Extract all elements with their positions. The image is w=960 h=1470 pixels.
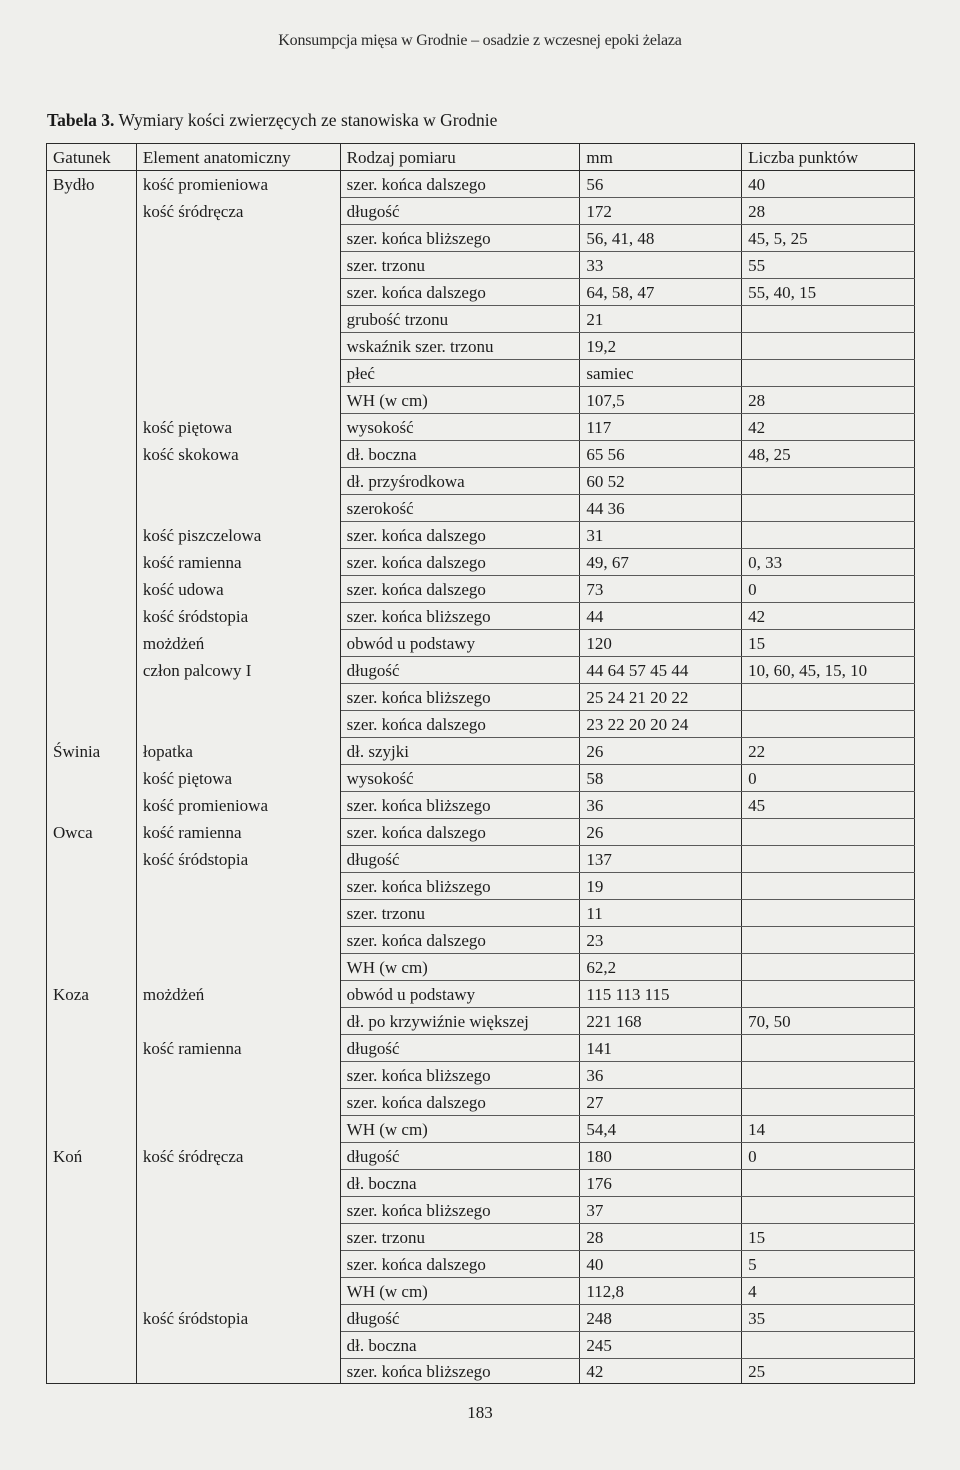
- value-mm-cell: 107,5: [580, 387, 742, 414]
- species-cell: Świnia: [47, 738, 137, 765]
- table-row: [47, 819, 915, 846]
- points-cell: 5: [742, 1251, 915, 1278]
- value-mm-cell: 58: [580, 765, 742, 792]
- element-cell: [136, 711, 340, 738]
- table-row: [47, 1251, 915, 1278]
- species-cell: [47, 468, 137, 495]
- species-cell: [47, 792, 137, 819]
- table-row: [47, 792, 915, 819]
- value-mm-cell: 21: [580, 306, 742, 333]
- points-cell: [742, 873, 915, 900]
- element-cell: [136, 279, 340, 306]
- table-row: [47, 1008, 915, 1035]
- measurement-type-cell: szer. końca dalszego: [340, 576, 580, 603]
- species-cell: Koza: [47, 981, 137, 1008]
- points-cell: 0: [742, 765, 915, 792]
- element-cell: [136, 333, 340, 360]
- element-cell: [136, 1278, 340, 1305]
- value-mm-cell: 36: [580, 792, 742, 819]
- species-cell: [47, 1224, 137, 1251]
- element-cell: [136, 1332, 340, 1359]
- table-caption-text: Wymiary kości zwierzęcych ze stanowiska w Grodnie: [118, 110, 498, 130]
- element-cell: człon palcowy I: [136, 657, 340, 684]
- species-cell: [47, 630, 137, 657]
- measurement-type-cell: WH (w cm): [340, 954, 580, 981]
- measurement-type-cell: dł. boczna: [340, 441, 580, 468]
- value-mm-cell: 180: [580, 1143, 742, 1170]
- table-row: [47, 1116, 915, 1143]
- element-cell: kość udowa: [136, 576, 340, 603]
- points-cell: [742, 846, 915, 873]
- table-row: [47, 603, 915, 630]
- measurement-type-cell: wysokość: [340, 414, 580, 441]
- table-row: [47, 630, 915, 657]
- species-cell: [47, 360, 137, 387]
- points-cell: 15: [742, 630, 915, 657]
- measurement-type-cell: długość: [340, 657, 580, 684]
- value-mm-cell: 27: [580, 1089, 742, 1116]
- element-cell: [136, 1062, 340, 1089]
- measurement-type-cell: dł. po krzywiźnie większej: [340, 1008, 580, 1035]
- element-cell: [136, 1197, 340, 1224]
- measurement-type-cell: szer. końca bliższego: [340, 873, 580, 900]
- points-cell: [742, 495, 915, 522]
- element-cell: kość piętowa: [136, 765, 340, 792]
- measurement-type-cell: szer. trzonu: [340, 252, 580, 279]
- measurement-type-cell: szer. końca bliższego: [340, 792, 580, 819]
- value-mm-cell: 11: [580, 900, 742, 927]
- species-cell: [47, 252, 137, 279]
- table-row: [47, 1359, 915, 1384]
- table-header-row: [47, 144, 915, 171]
- species-cell: [47, 1278, 137, 1305]
- points-cell: [742, 1197, 915, 1224]
- value-mm-cell: 141: [580, 1035, 742, 1062]
- table-row: [47, 549, 915, 576]
- measurement-type-cell: długość: [340, 1035, 580, 1062]
- points-cell: [742, 1170, 915, 1197]
- value-mm-cell: 23 22 20 20 24: [580, 711, 742, 738]
- points-cell: 28: [742, 387, 915, 414]
- points-cell: 55, 40, 15: [742, 279, 915, 306]
- points-cell: 14: [742, 1116, 915, 1143]
- element-cell: [136, 873, 340, 900]
- element-cell: [136, 684, 340, 711]
- table-row: [47, 576, 915, 603]
- element-cell: kość śródręcza: [136, 1143, 340, 1170]
- points-cell: 70, 50: [742, 1008, 915, 1035]
- measurement-type-cell: szer. końca dalszego: [340, 927, 580, 954]
- element-cell: [136, 927, 340, 954]
- value-mm-cell: 37: [580, 1197, 742, 1224]
- species-cell: [47, 900, 137, 927]
- points-cell: [742, 360, 915, 387]
- points-cell: 0, 33: [742, 549, 915, 576]
- measurement-type-cell: szer. końca dalszego: [340, 279, 580, 306]
- value-mm-cell: 44: [580, 603, 742, 630]
- element-cell: [136, 252, 340, 279]
- measurement-type-cell: dł. przyśrodkowa: [340, 468, 580, 495]
- measurement-type-cell: długość: [340, 846, 580, 873]
- species-cell: [47, 711, 137, 738]
- value-mm-cell: 56: [580, 171, 742, 198]
- species-cell: [47, 927, 137, 954]
- species-cell: [47, 1116, 137, 1143]
- measurement-type-cell: szer. końca dalszego: [340, 1089, 580, 1116]
- species-cell: [47, 441, 137, 468]
- column-header-element: Element anatomiczny: [136, 144, 340, 171]
- element-cell: [136, 495, 340, 522]
- points-cell: 25: [742, 1359, 915, 1384]
- species-cell: [47, 684, 137, 711]
- measurement-type-cell: szer. końca bliższego: [340, 603, 580, 630]
- column-header-mm: mm: [580, 144, 742, 171]
- table-row: [47, 1170, 915, 1197]
- value-mm-cell: 25 24 21 20 22: [580, 684, 742, 711]
- species-cell: [47, 873, 137, 900]
- points-cell: [742, 1062, 915, 1089]
- element-cell: [136, 900, 340, 927]
- value-mm-cell: 64, 58, 47: [580, 279, 742, 306]
- species-cell: [47, 603, 137, 630]
- element-cell: [136, 360, 340, 387]
- element-cell: kość piętowa: [136, 414, 340, 441]
- element-cell: [136, 387, 340, 414]
- value-mm-cell: 172: [580, 198, 742, 225]
- measurement-type-cell: długość: [340, 1143, 580, 1170]
- value-mm-cell: 120: [580, 630, 742, 657]
- measurement-type-cell: szer. końca dalszego: [340, 171, 580, 198]
- points-cell: 15: [742, 1224, 915, 1251]
- element-cell: kość śródstopia: [136, 846, 340, 873]
- value-mm-cell: 56, 41, 48: [580, 225, 742, 252]
- element-cell: kość promieniowa: [136, 792, 340, 819]
- value-mm-cell: 137: [580, 846, 742, 873]
- element-cell: [136, 1170, 340, 1197]
- points-cell: 22: [742, 738, 915, 765]
- species-cell: [47, 1332, 137, 1359]
- species-cell: [47, 549, 137, 576]
- species-cell: [47, 198, 137, 225]
- species-cell: [47, 765, 137, 792]
- table-row: [47, 873, 915, 900]
- species-cell: Koń: [47, 1143, 137, 1170]
- value-mm-cell: 28: [580, 1224, 742, 1251]
- table-row: [47, 1143, 915, 1170]
- table-row: [47, 171, 915, 198]
- table-row: [47, 306, 915, 333]
- element-cell: [136, 1224, 340, 1251]
- table-row: [47, 927, 915, 954]
- table-row: [47, 1278, 915, 1305]
- measurement-type-cell: szer. końca dalszego: [340, 549, 580, 576]
- table-row: [47, 1197, 915, 1224]
- measurement-type-cell: grubość trzonu: [340, 306, 580, 333]
- table-row: [47, 522, 915, 549]
- table-row: [47, 1035, 915, 1062]
- element-cell: [136, 1251, 340, 1278]
- value-mm-cell: 73: [580, 576, 742, 603]
- species-cell: [47, 1197, 137, 1224]
- measurement-type-cell: długość: [340, 198, 580, 225]
- measurement-type-cell: dł. boczna: [340, 1332, 580, 1359]
- measurement-type-cell: dł. boczna: [340, 1170, 580, 1197]
- measurement-type-cell: wskaźnik szer. trzonu: [340, 333, 580, 360]
- species-cell: [47, 495, 137, 522]
- element-cell: kość śródręcza: [136, 198, 340, 225]
- value-mm-cell: 65 56: [580, 441, 742, 468]
- column-header-gatunek: Gatunek: [47, 144, 137, 171]
- measurement-type-cell: szer. końca bliższego: [340, 1359, 580, 1384]
- species-cell: [47, 306, 137, 333]
- species-cell: [47, 1170, 137, 1197]
- table-row: [47, 738, 915, 765]
- measurement-type-cell: płeć: [340, 360, 580, 387]
- element-cell: możdżeń: [136, 981, 340, 1008]
- species-cell: [47, 1008, 137, 1035]
- points-cell: [742, 711, 915, 738]
- table-row: [47, 441, 915, 468]
- table-row: [47, 495, 915, 522]
- table-row: [47, 198, 915, 225]
- element-cell: [136, 1359, 340, 1384]
- value-mm-cell: 42: [580, 1359, 742, 1384]
- value-mm-cell: 248: [580, 1305, 742, 1332]
- value-mm-cell: 19: [580, 873, 742, 900]
- measurement-type-cell: szer. końca bliższego: [340, 225, 580, 252]
- species-cell: [47, 1251, 137, 1278]
- table-row: [47, 1305, 915, 1332]
- species-cell: [47, 846, 137, 873]
- measurement-type-cell: szerokość: [340, 495, 580, 522]
- table-row: [47, 846, 915, 873]
- table-row: [47, 1062, 915, 1089]
- table-row: [47, 765, 915, 792]
- table-row: [47, 1224, 915, 1251]
- points-cell: [742, 900, 915, 927]
- species-cell: [47, 657, 137, 684]
- measurements-table: [46, 143, 915, 1384]
- table-row: [47, 387, 915, 414]
- element-cell: kość promieniowa: [136, 171, 340, 198]
- value-mm-cell: 31: [580, 522, 742, 549]
- measurement-type-cell: WH (w cm): [340, 1278, 580, 1305]
- measurement-type-cell: szer. końca bliższego: [340, 1062, 580, 1089]
- table-row: [47, 360, 915, 387]
- table-body: [47, 171, 915, 1384]
- measurement-type-cell: szer. końca dalszego: [340, 819, 580, 846]
- points-cell: [742, 306, 915, 333]
- element-cell: [136, 1008, 340, 1035]
- table-row: [47, 900, 915, 927]
- column-header-liczba-punktow: Liczba punktów: [742, 144, 915, 171]
- points-cell: 55: [742, 252, 915, 279]
- measurement-type-cell: szer. końca bliższego: [340, 684, 580, 711]
- element-cell: łopatka: [136, 738, 340, 765]
- value-mm-cell: 36: [580, 1062, 742, 1089]
- element-cell: [136, 225, 340, 252]
- species-cell: [47, 333, 137, 360]
- points-cell: [742, 981, 915, 1008]
- points-cell: 0: [742, 576, 915, 603]
- element-cell: kość piszczelowa: [136, 522, 340, 549]
- column-header-rodzaj-pomiaru: Rodzaj pomiaru: [340, 144, 580, 171]
- table-row: [47, 252, 915, 279]
- points-cell: [742, 333, 915, 360]
- species-cell: [47, 279, 137, 306]
- points-cell: 4: [742, 1278, 915, 1305]
- value-mm-cell: 26: [580, 819, 742, 846]
- element-cell: kość ramienna: [136, 819, 340, 846]
- measurement-type-cell: szer. końca dalszego: [340, 522, 580, 549]
- measurement-type-cell: obwód u podstawy: [340, 981, 580, 1008]
- measurement-type-cell: wysokość: [340, 765, 580, 792]
- points-cell: [742, 522, 915, 549]
- points-cell: [742, 819, 915, 846]
- measurement-type-cell: szer. końca bliższego: [340, 1197, 580, 1224]
- measurement-type-cell: dł. szyjki: [340, 738, 580, 765]
- value-mm-cell: 115 113 115: [580, 981, 742, 1008]
- measurement-type-cell: WH (w cm): [340, 1116, 580, 1143]
- table-row: [47, 1089, 915, 1116]
- value-mm-cell: 117: [580, 414, 742, 441]
- element-cell: kość ramienna: [136, 549, 340, 576]
- points-cell: 0: [742, 1143, 915, 1170]
- table-row: [47, 684, 915, 711]
- table-row: [47, 414, 915, 441]
- points-cell: [742, 468, 915, 495]
- value-mm-cell: 62,2: [580, 954, 742, 981]
- points-cell: [742, 1332, 915, 1359]
- points-cell: 45: [742, 792, 915, 819]
- value-mm-cell: 19,2: [580, 333, 742, 360]
- value-mm-cell: 49, 67: [580, 549, 742, 576]
- species-cell: [47, 387, 137, 414]
- measurement-type-cell: szer. końca dalszego: [340, 711, 580, 738]
- measurement-type-cell: długość: [340, 1305, 580, 1332]
- species-cell: [47, 522, 137, 549]
- element-cell: [136, 468, 340, 495]
- measurement-type-cell: szer. trzonu: [340, 1224, 580, 1251]
- species-cell: [47, 414, 137, 441]
- points-cell: 42: [742, 603, 915, 630]
- value-mm-cell: 176: [580, 1170, 742, 1197]
- element-cell: kość śródstopia: [136, 1305, 340, 1332]
- species-cell: Owca: [47, 819, 137, 846]
- measurement-type-cell: WH (w cm): [340, 387, 580, 414]
- running-header: Konsumpcja mięsa w Grodnie – osadzie z wczesnej epoki żelaza: [278, 32, 682, 49]
- points-cell: 35: [742, 1305, 915, 1332]
- table-row: [47, 981, 915, 1008]
- table-caption-label: Tabela 3.: [47, 110, 115, 130]
- measurement-type-cell: szer. trzonu: [340, 900, 580, 927]
- table-row: [47, 657, 915, 684]
- points-cell: [742, 1089, 915, 1116]
- value-mm-cell: 112,8: [580, 1278, 742, 1305]
- value-mm-cell: 23: [580, 927, 742, 954]
- element-cell: [136, 306, 340, 333]
- species-cell: [47, 954, 137, 981]
- table-row: [47, 279, 915, 306]
- points-cell: [742, 927, 915, 954]
- points-cell: 10, 60, 45, 15, 10: [742, 657, 915, 684]
- element-cell: [136, 1116, 340, 1143]
- species-cell: [47, 1305, 137, 1332]
- species-cell: [47, 576, 137, 603]
- points-cell: 48, 25: [742, 441, 915, 468]
- value-mm-cell: 221 168: [580, 1008, 742, 1035]
- table-row: [47, 954, 915, 981]
- points-cell: [742, 684, 915, 711]
- value-mm-cell: 44 64 57 45 44: [580, 657, 742, 684]
- element-cell: [136, 1089, 340, 1116]
- measurement-type-cell: szer. końca dalszego: [340, 1251, 580, 1278]
- value-mm-cell: 26: [580, 738, 742, 765]
- element-cell: kość śródstopia: [136, 603, 340, 630]
- species-cell: [47, 225, 137, 252]
- table-caption: [47, 110, 497, 131]
- table-row: [47, 333, 915, 360]
- points-cell: 45, 5, 25: [742, 225, 915, 252]
- page-number: 183: [467, 1403, 493, 1422]
- element-cell: [136, 954, 340, 981]
- value-mm-cell: 33: [580, 252, 742, 279]
- table-row: [47, 468, 915, 495]
- points-cell: 28: [742, 198, 915, 225]
- element-cell: możdżeń: [136, 630, 340, 657]
- points-cell: 40: [742, 171, 915, 198]
- table-row: [47, 711, 915, 738]
- value-mm-cell: 245: [580, 1332, 742, 1359]
- points-cell: [742, 1035, 915, 1062]
- points-cell: [742, 954, 915, 981]
- element-cell: kość ramienna: [136, 1035, 340, 1062]
- value-mm-cell: 54,4: [580, 1116, 742, 1143]
- table-row: [47, 225, 915, 252]
- table-row: [47, 1332, 915, 1359]
- value-mm-cell: 44 36: [580, 495, 742, 522]
- value-mm-cell: 40: [580, 1251, 742, 1278]
- measurement-type-cell: obwód u podstawy: [340, 630, 580, 657]
- value-mm-cell: 60 52: [580, 468, 742, 495]
- element-cell: kość skokowa: [136, 441, 340, 468]
- value-mm-cell: samiec: [580, 360, 742, 387]
- species-cell: [47, 1062, 137, 1089]
- species-cell: [47, 1035, 137, 1062]
- points-cell: 42: [742, 414, 915, 441]
- species-cell: Bydło: [47, 171, 137, 198]
- species-cell: [47, 1089, 137, 1116]
- species-cell: [47, 1359, 137, 1384]
